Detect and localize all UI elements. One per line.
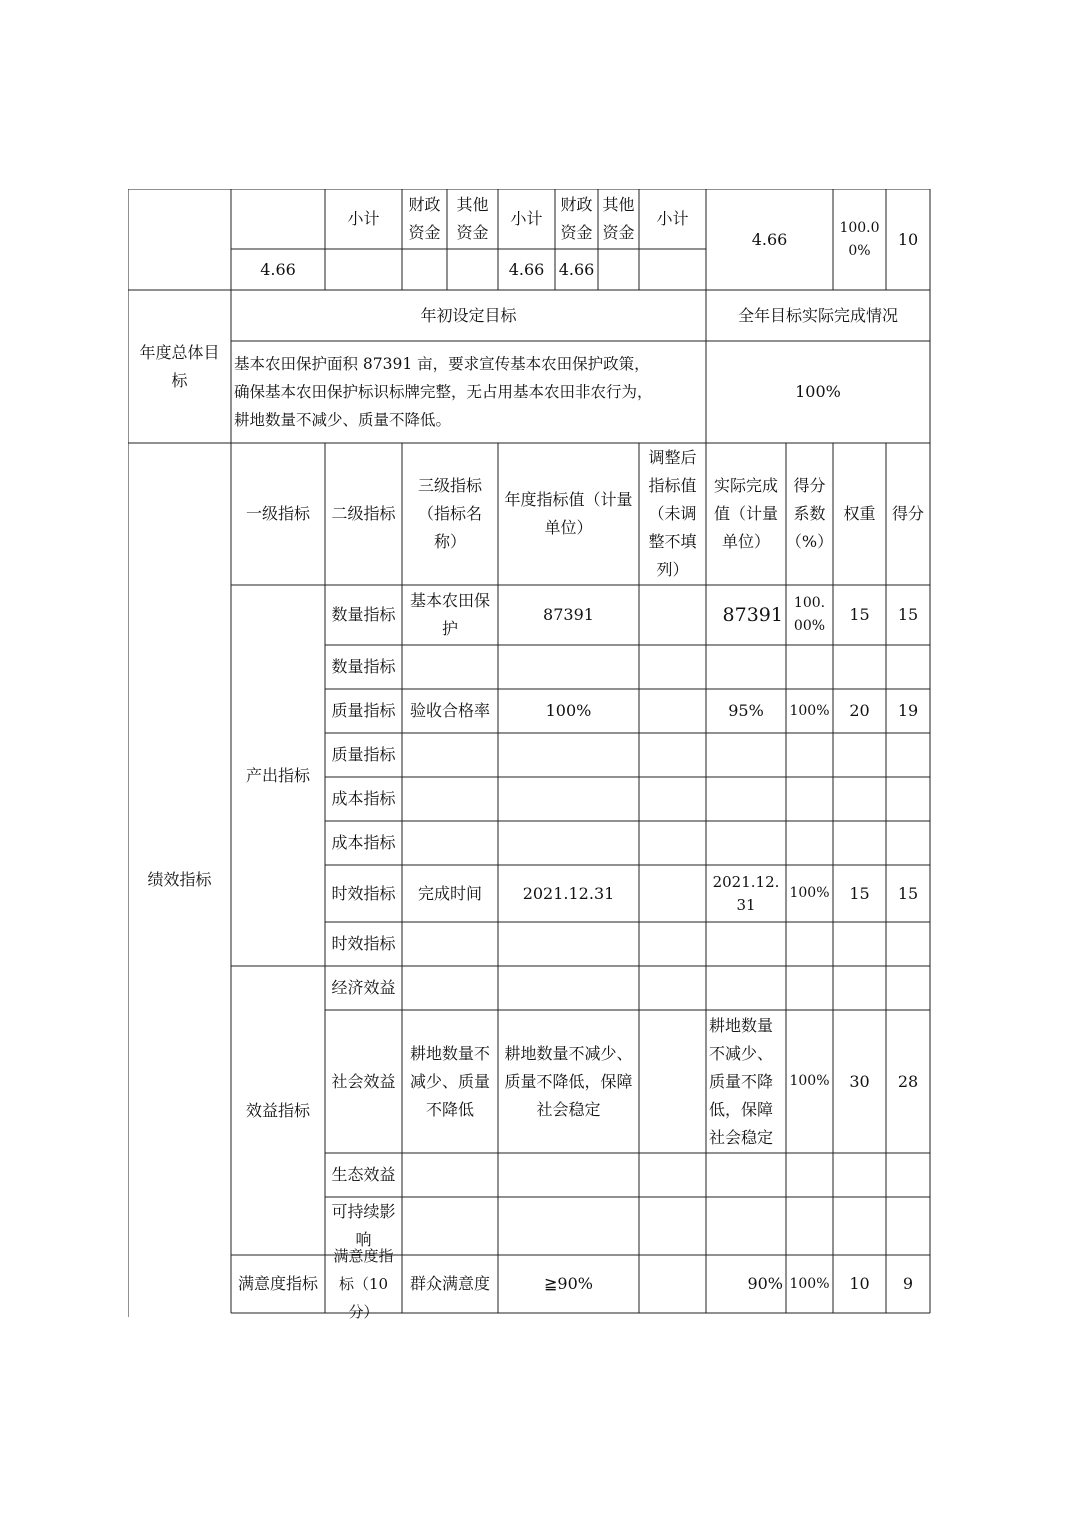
indicator-level3: 群众满意度 <box>409 1274 490 1293</box>
funding-subtotal-value-2: 4.66 <box>508 259 545 279</box>
indicator-coefficient: 100% <box>789 702 830 719</box>
indicator-annual-value: 100% <box>545 701 592 720</box>
group-benefit: 效益指标 <box>245 1100 310 1120</box>
indicator-coefficient: 100% <box>789 885 830 901</box>
funding-fiscal-header-2: 财政 资金 <box>560 195 593 242</box>
indicator-level2: 数量指标 <box>331 657 396 676</box>
indicator-actual-value: 耕地数量 不减少、 质量不降 低，保障 社会稳定 <box>709 1015 774 1147</box>
indicator-score: 9 <box>902 1274 914 1293</box>
indicator-actual-value: 95% <box>728 701 764 720</box>
indicator-level2: 时效指标 <box>331 883 396 903</box>
performance-label: 绩效指标 <box>147 870 212 889</box>
annual-target-label: 年度总体目 标 <box>139 342 220 390</box>
funding-other-header-2: 其他 资金 <box>602 195 635 242</box>
indicator-actual-value: 90% <box>747 1274 783 1293</box>
indicator-coefficient: 100. 00% <box>793 595 826 634</box>
annual-actual-header: 全年目标实际完成情况 <box>737 305 898 325</box>
indicator-weight: 30 <box>849 1071 870 1091</box>
indicator-level3: 验收合格率 <box>409 701 490 720</box>
indicator-level2: 成本指标 <box>331 833 396 852</box>
header-level3: 三级指标 （指标名 称） <box>417 476 482 551</box>
annual-target-header: 年初设定目标 <box>420 305 517 325</box>
header-annual-value: 年度指标值（计量 单位） <box>504 490 633 537</box>
header-actual-value: 实际完成 值（计量 单位） <box>713 476 778 551</box>
indicator-weight: 15 <box>849 883 870 903</box>
indicator-level2: 社会效益 <box>331 1071 396 1091</box>
funding-subtotal-header-1: 小计 <box>347 209 380 228</box>
indicator-level2: 时效指标 <box>331 934 396 953</box>
indicator-level3: 耕地数量不 减少、质量 不降低 <box>409 1043 490 1119</box>
header-level1: 一级指标 <box>245 504 310 523</box>
indicator-level2: 数量指标 <box>331 605 396 624</box>
funding-other-header-1: 其他 资金 <box>456 195 489 242</box>
indicator-score: 28 <box>897 1071 919 1091</box>
indicator-weight: 20 <box>849 701 870 720</box>
indicator-level2: 满意度指 标（10分） <box>333 1247 394 1321</box>
indicator-level2: 生态效益 <box>331 1165 396 1184</box>
indicator-actual-value: 87391 <box>722 604 783 626</box>
header-score-coefficient: 得分 系数 （%） <box>785 476 834 551</box>
header-weight: 权重 <box>843 504 876 523</box>
indicator-weight: 10 <box>849 1274 870 1293</box>
header-adjusted-value: 调整后 指标值 （未调 整不填 列） <box>648 448 697 579</box>
indicator-score: 15 <box>897 883 919 903</box>
indicator-annual-value: 耕地数量不减少、 质量不降低，保障 社会稳定 <box>504 1043 633 1119</box>
annual-target-text: 基本农田保护面积 87391 亩，要求宣传基本农田保护政策， 确保基本农田保护标识标牌完整，无占用基本农田非农行为， 耕地数量不减少、质量不降低。 <box>234 355 653 429</box>
funding-total-value: 4.66 <box>260 259 296 279</box>
indicator-annual-value: 87391 <box>543 605 594 624</box>
funding-fiscal-value-2: 4.66 <box>558 259 595 279</box>
annual-actual-value: 100% <box>795 382 841 401</box>
indicator-actual-value: 2021.12. 31 <box>712 872 780 914</box>
funding-execution-rate: 100.0 0% <box>839 219 880 259</box>
funding-subtotal-header-3: 小计 <box>656 209 689 228</box>
indicator-annual-value: ≧90% <box>544 1274 593 1293</box>
indicator-level2: 可持续影 响 <box>331 1202 396 1249</box>
group-satisfaction: 满意度指标 <box>237 1274 318 1293</box>
header-level2: 二级指标 <box>331 504 396 523</box>
group-output: 产出指标 <box>245 765 310 785</box>
indicator-level2: 成本指标 <box>331 789 396 808</box>
indicator-level2: 经济效益 <box>331 978 396 997</box>
indicator-level2: 质量指标 <box>331 701 396 720</box>
header-score: 得分 <box>891 504 924 523</box>
indicator-level3: 基本农田保 护 <box>409 591 490 638</box>
funding-subtotal-header-2: 小计 <box>510 209 543 228</box>
funding-fiscal-header-1: 财政 资金 <box>408 195 441 242</box>
indicator-score: 19 <box>897 701 919 720</box>
indicator-coefficient: 100% <box>789 1073 830 1089</box>
indicator-level3: 完成时间 <box>417 883 482 903</box>
funding-executed-value: 4.66 <box>751 229 788 249</box>
indicator-level2: 质量指标 <box>331 745 396 764</box>
indicator-score: 15 <box>897 605 919 624</box>
funding-score: 10 <box>897 229 919 249</box>
indicator-weight: 15 <box>849 605 870 624</box>
indicator-annual-value: 2021.12.31 <box>522 883 615 903</box>
indicator-coefficient: 100% <box>789 1275 830 1292</box>
